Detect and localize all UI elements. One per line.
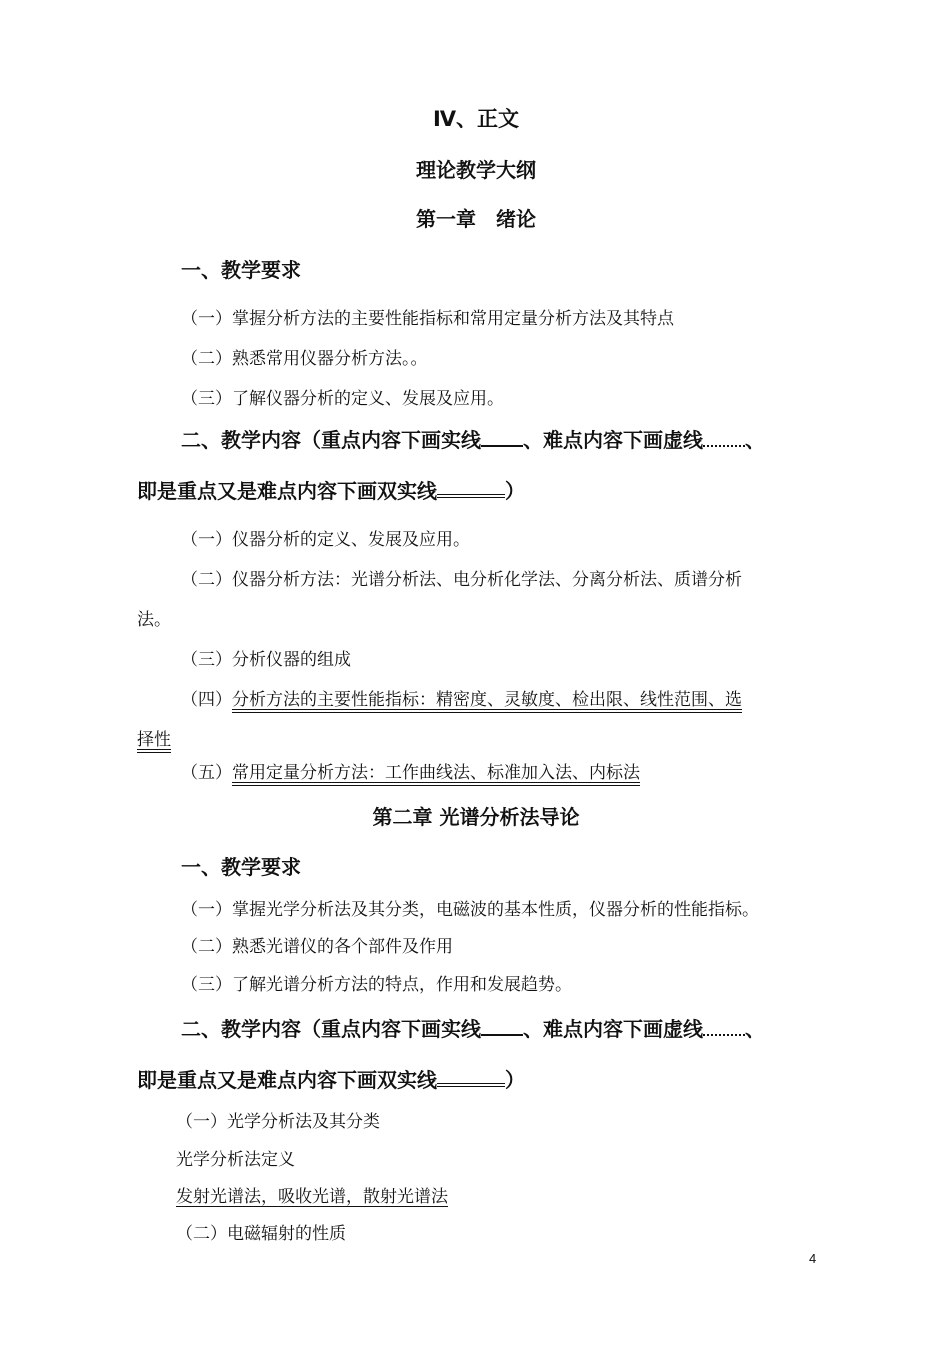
ch1-content-4 xyxy=(181,685,742,710)
ch2-requirement-1: （一）掌握光学分析法及其分类，电磁波的基本性质，仪器分析的性能指标。 xyxy=(181,900,759,920)
ch1-requirement-1: （一）掌握分析方法的主要性能指标和常用定量分析方法及其特点 xyxy=(181,309,674,329)
ch1-content-5 xyxy=(181,758,640,783)
content-heading-text: 二、教学内容（重点内容下画实线 xyxy=(181,428,481,452)
item-prefix: （五） xyxy=(181,763,232,783)
key-point-text: 发射光谱法，吸收光谱，散射光谱法 xyxy=(176,1187,448,1207)
key-difficult-text: 择性 xyxy=(137,730,171,750)
ch2-content-1: （一）光学分析法及其分类 xyxy=(176,1112,380,1132)
chapter-2-title: 第二章 光谱分析法导论 xyxy=(372,805,580,829)
dotted-underline-sample xyxy=(703,1014,745,1036)
ch2-requirements-heading: 一、教学要求 xyxy=(181,855,301,879)
ch1-content-1: （一）仪器分析的定义、发展及应用。 xyxy=(181,530,470,550)
content-heading-text: 、难点内容下画虚线 xyxy=(523,1017,703,1041)
main-title: Ⅳ、正文 xyxy=(432,107,520,131)
ch1-content-3: （三）分析仪器的组成 xyxy=(181,650,351,670)
ch1-requirement-3: （三）了解仪器分析的定义、发展及应用。 xyxy=(181,389,504,409)
dotted-underline-sample xyxy=(703,425,745,447)
ch1-content-4-cont xyxy=(137,725,171,750)
ch2-requirement-3: （三）了解光谱分析方法的特点，作用和发展趋势。 xyxy=(181,975,572,995)
ch2-content-1-sub1: 光学分析法定义 xyxy=(176,1150,295,1170)
content-heading-text: 即是重点又是难点内容下画双实线 xyxy=(137,479,437,503)
page-number: 4 xyxy=(809,1251,817,1266)
content-heading-text: 、难点内容下画虚线 xyxy=(523,428,703,452)
ch2-content-heading-line1 xyxy=(181,1013,765,1042)
key-difficult-text: 常用定量分析方法：工作曲线法、标准加入法、内标法 xyxy=(232,763,640,783)
ch1-requirements-heading: 一、教学要求 xyxy=(181,258,301,282)
ch1-content-2-cont: 法。 xyxy=(137,610,171,630)
double-underline-sample xyxy=(437,1063,505,1087)
content-heading-text: 、 xyxy=(745,428,765,452)
double-underline-sample xyxy=(437,474,505,498)
ch2-content-1-sub2 xyxy=(176,1182,448,1207)
content-heading-text: ） xyxy=(505,479,525,503)
chapter-1-title: 第一章 绪论 xyxy=(416,207,536,231)
content-heading-text: 即是重点又是难点内容下画双实线 xyxy=(137,1068,437,1092)
subtitle: 理论教学大纲 xyxy=(416,158,536,182)
ch1-content-heading-line1 xyxy=(181,424,765,453)
content-heading-text: 、 xyxy=(745,1017,765,1041)
ch2-content-heading-line2 xyxy=(137,1063,525,1093)
ch1-requirement-2: （二）熟悉常用仪器分析方法。。 xyxy=(181,349,428,369)
solid-underline-sample xyxy=(481,425,523,447)
key-difficult-text: 分析方法的主要性能指标：精密度、灵敏度、检出限、线性范围、选 xyxy=(232,690,742,710)
ch1-content-heading-line2 xyxy=(137,474,525,504)
solid-underline-sample xyxy=(481,1014,523,1036)
ch2-requirement-2: （二）熟悉光谱仪的各个部件及作用 xyxy=(181,937,453,957)
item-prefix: （四） xyxy=(181,690,232,710)
ch1-content-2: （二）仪器分析方法：光谱分析法、电分析化学法、分离分析法、质谱分析 xyxy=(181,570,742,590)
content-heading-text: 二、教学内容（重点内容下画实线 xyxy=(181,1017,481,1041)
content-heading-text: ） xyxy=(505,1068,525,1092)
ch2-content-2: （二）电磁辐射的性质 xyxy=(176,1224,346,1244)
